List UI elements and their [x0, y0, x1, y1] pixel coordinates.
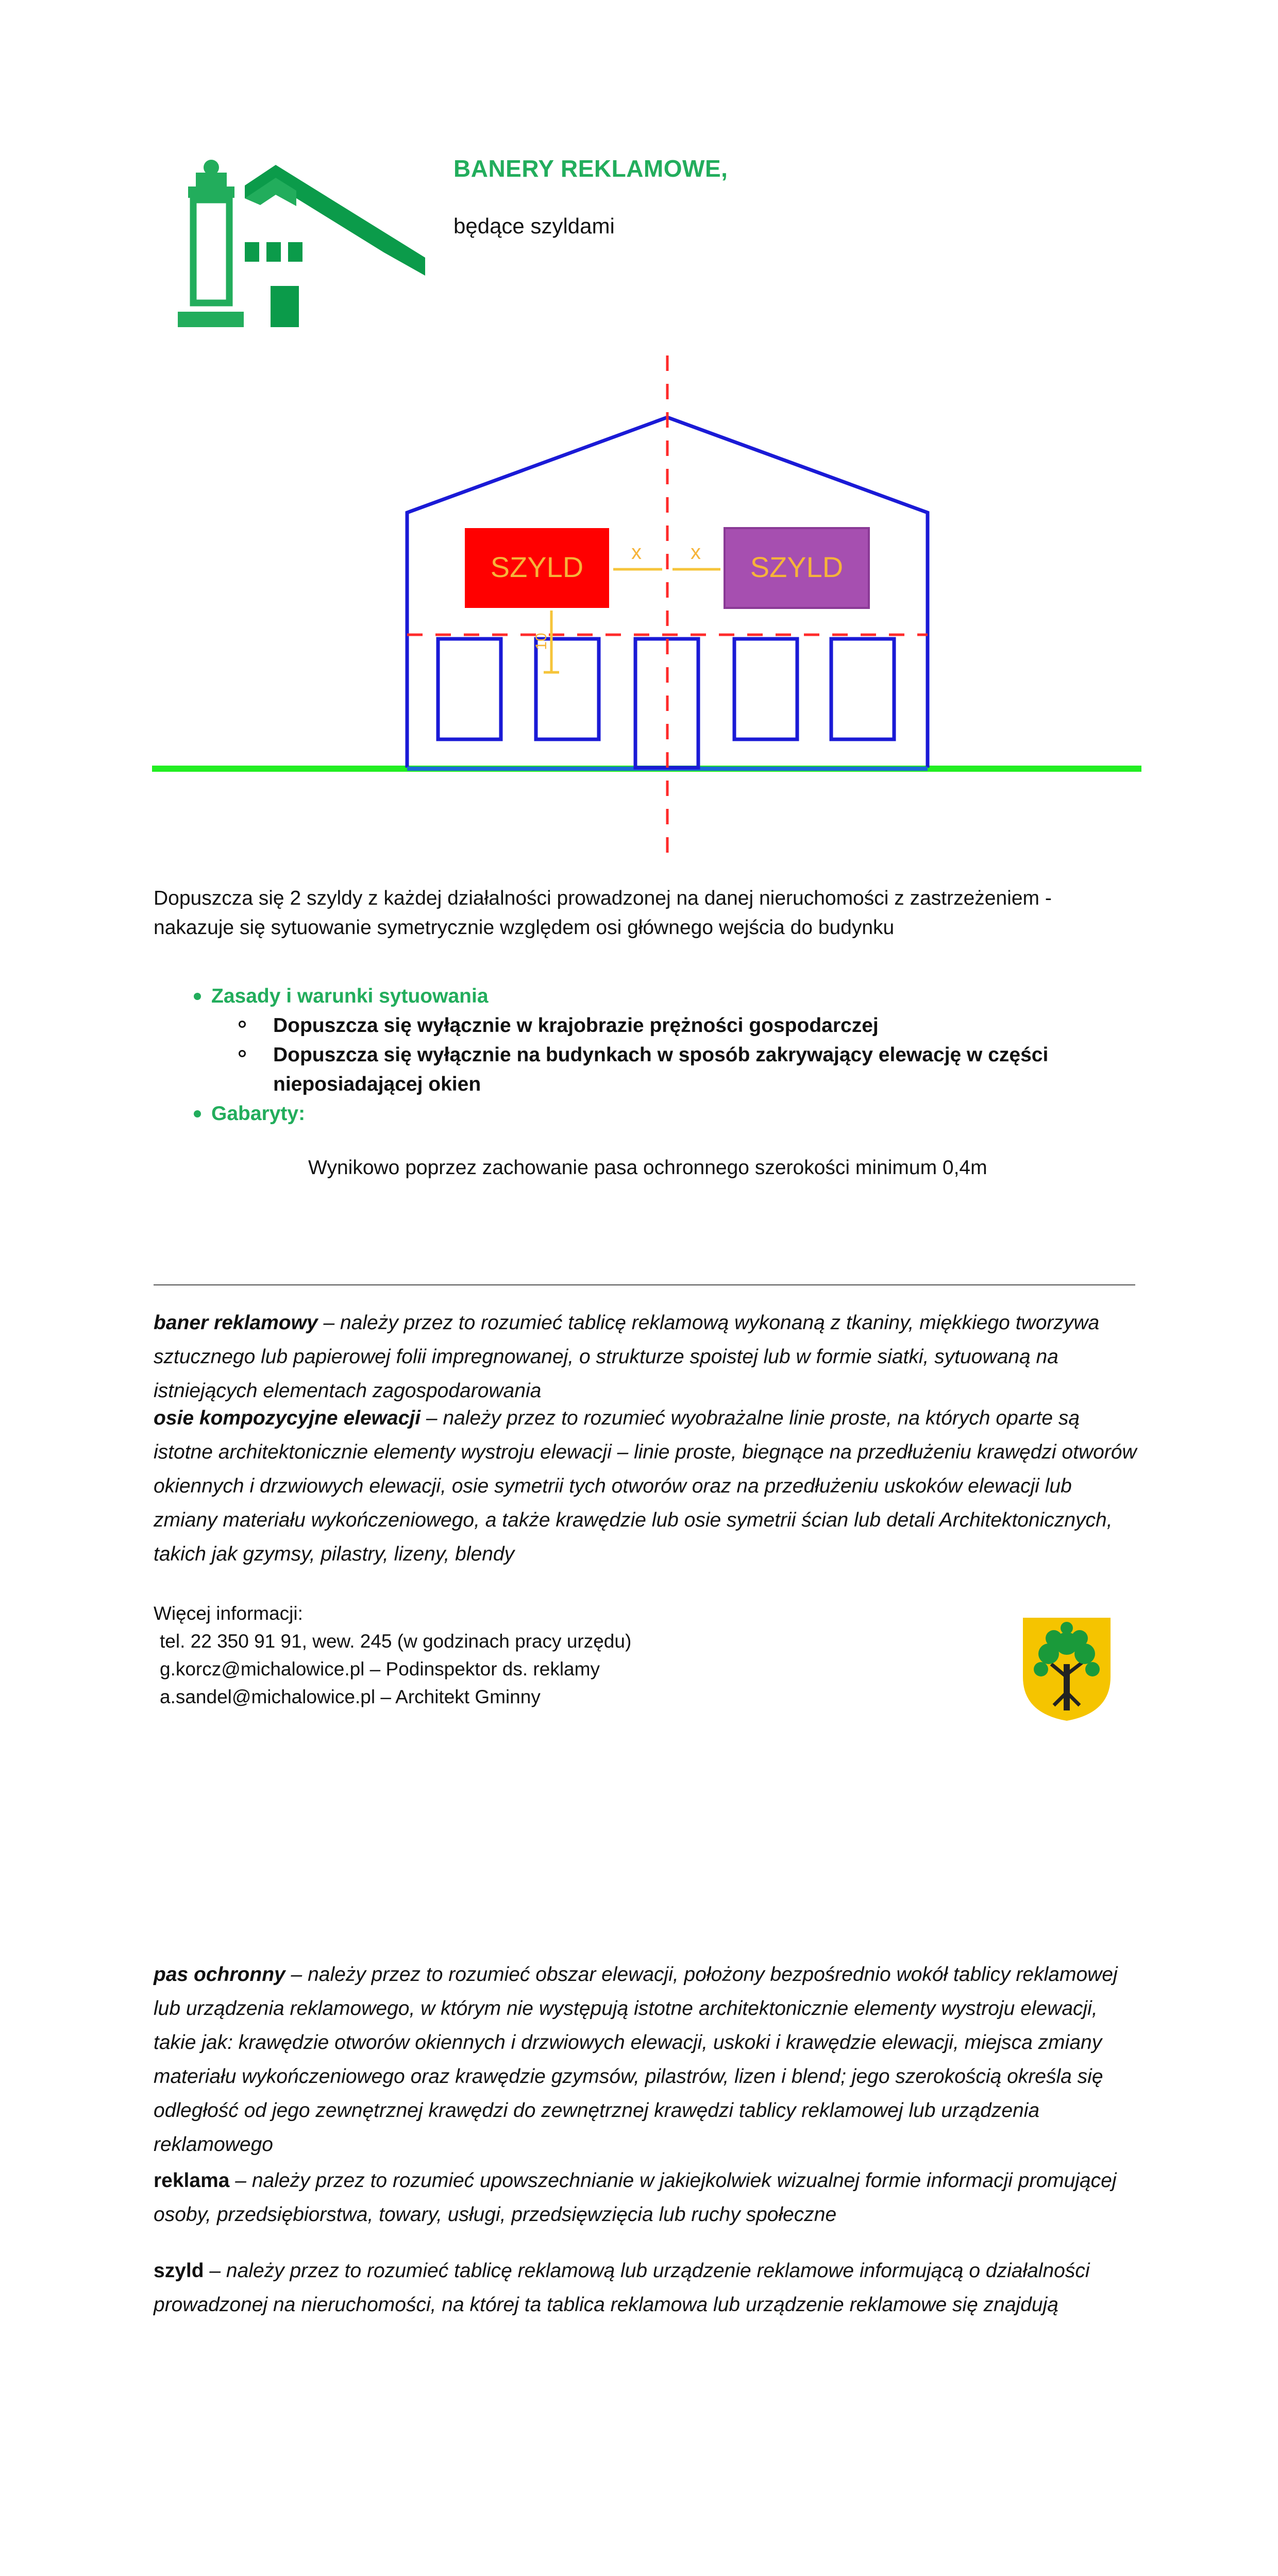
circle-bullet-icon: [239, 1021, 246, 1028]
circle-bullet-icon: [239, 1050, 246, 1057]
contact-email[interactable]: a.sandel@michalowice.pl – Architekt Gminny: [160, 1686, 541, 1707]
vertical-dimension-label: 10: [533, 633, 550, 650]
contact-phone: tel. 22 350 91 91, wew. 245 (w godzinach pracy urzędu): [160, 1631, 632, 1652]
rules-list: [154, 981, 1133, 1128]
coat-of-arms-icon: [1020, 1615, 1113, 1723]
sign-placement-diagram: [149, 350, 1144, 866]
sign-right-label: SZYLD: [750, 551, 844, 583]
definition-term: szyld: [154, 2260, 204, 2282]
gabaryty-heading: Gabaryty:: [211, 1103, 306, 1125]
page-subtitle: będące szyldami: [453, 214, 615, 238]
definition-baner: baner reklamowy – należy przez to rozumieć tablicę reklamową wykonaną z tkaniny, miękkiego tworzywa sztucznego lub papierowej folii impregnowanej, o strukturze spoistej lub w formie siatki, sytuowaną na istniejących elementach zagospodarowania: [154, 1312, 1100, 1402]
window: [831, 639, 894, 739]
page-title: BANERY REKLAMOWE,: [453, 155, 728, 182]
definition-reklama: reklama – należy przez to rozumieć upowszechnianie w jakiejkolwiek wizualnej formie informacji promującej osoby, przedsiębiorstwa, towary, usługi, przedsięwzięcia lub ruchy społeczne: [154, 2170, 1117, 2226]
definition-term: baner reklamowy: [154, 1312, 318, 1334]
rule-item: Dopuszcza się wyłącznie na budynkach w sposób zakrywający elewację w części nieposiadającej okien: [211, 1040, 1133, 1099]
window: [734, 639, 797, 739]
window: [536, 639, 599, 739]
column-house-logo: [173, 155, 430, 340]
window: [438, 639, 501, 739]
gap-label-right: x: [691, 541, 701, 564]
definition-osie: osie kompozycyjne elewacji – należy przez to rozumieć wyobrażalne linie proste, na których oparte są istotne architektonicznie elementy wystroju elewacji – linie proste, biegnące na przedłużeniu krawędzi otworów okiennych i drzwiowych elewacji, osie symetrii tych otworów oraz na przedłużeniu uskoków elewacji lub zmiany materiału wykończeniowego, a także krawędzie lub osie symetrii ścian lub detali Architektonicznych, takich jak gzymsy, pilastry, lizeny, blendy: [154, 1407, 1137, 1565]
bullet-icon: [194, 1110, 201, 1117]
rules-item: [154, 981, 1133, 1099]
sign-left-label: SZYLD: [490, 551, 584, 583]
definition-pas-ochronny: pas ochronny – należy przez to rozumieć obszar elewacji, położony bezpośrednio wokół tablicy reklamowej lub urządzenia reklamowego, w którym nie występują istotne architektonicznie elementy wystroju elewacji, takie jak: krawędzie otworów okiennych i drzwiowych elewacji, uskoki i krawędzie elewacji, miejsca zmiany materiału wykończeniowego oraz krawędzie gzymsów, pilastrów, lizen i blend; jego szerokością określa się odległość od jego zewnętrznej krawędzi do zewnętrznej krawędzi tablicy reklamowej lub urządzenia reklamowego: [154, 1963, 1118, 2156]
contact-email[interactable]: g.korcz@michalowice.pl – Podinspektor ds. reklamy: [160, 1658, 600, 1680]
gap-label-left: x: [631, 541, 642, 564]
intro-paragraph: Dopuszcza się 2 szyldy z każdej działalności prowadzonej na danej nieruchomości z zastrzeżeniem - nakazuje się sytuowanie symetrycznie względem osi głównego wejścia do budynku: [154, 887, 1052, 939]
gabaryty-note: Wynikowo poprzez zachowanie pasa ochronnego szerokości minimum 0,4m: [308, 1157, 987, 1179]
bullet-icon: [194, 993, 201, 1000]
definition-term: reklama: [154, 2170, 230, 2192]
definition-szyld: szyld – należy przez to rozumieć tablicę reklamową lub urządzenie reklamowe informującą o działalności prowadzonej na nieruchomości, na której ta tablica reklamowa lub urządzenie reklamowe się znajdują: [154, 2260, 1090, 2316]
contact-heading: Więcej informacji:: [154, 1603, 303, 1624]
rule-item: Dopuszcza się wyłącznie w krajobrazie prężności gospodarczej: [211, 1011, 1133, 1040]
rules-heading: Zasady i warunki sytuowania: [211, 985, 489, 1007]
definition-term: pas ochronny: [154, 1963, 285, 1986]
contact-block: [154, 1600, 631, 1711]
definition-term: osie kompozycyjne elewacji: [154, 1407, 421, 1429]
gabaryty-item: [154, 1099, 1133, 1128]
divider: [154, 1284, 1135, 1285]
